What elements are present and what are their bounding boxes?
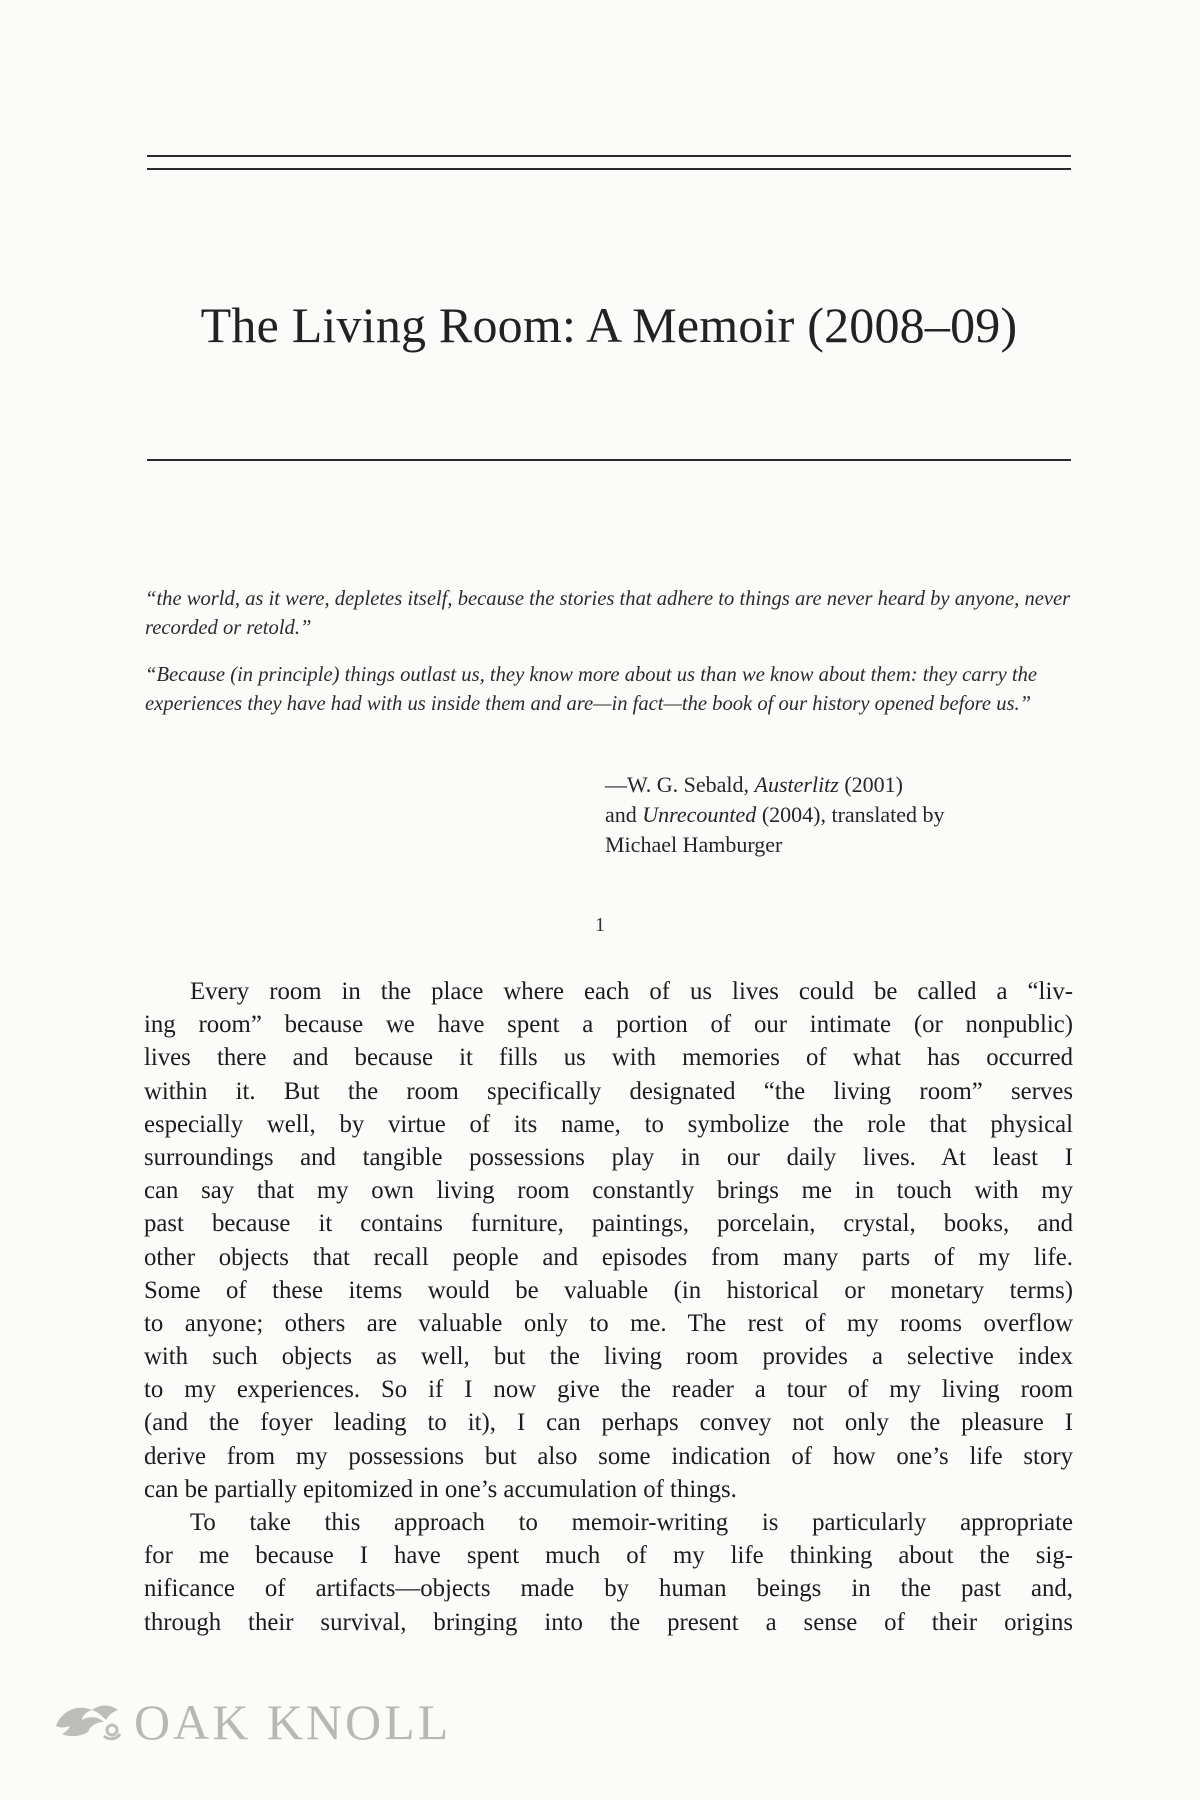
- oak-knoll-watermark: [52, 1692, 451, 1752]
- body-line: to anyone; others are valuable only to me. The rest of my rooms overflow: [144, 1309, 1073, 1337]
- body-line: within it. But the room specifically designated “the living room” serves: [144, 1077, 1073, 1105]
- body-line: can say that my own living room constantly brings me in touch with my: [144, 1177, 1073, 1205]
- epigraph-quote-2: “Because (in principle) things outlast us, they know more about us than we know about them: they carry the experiences they have had with us inside them and are—in fact—the book of our history opened before us.”: [145, 664, 1038, 715]
- body-line: derive from my possessions but also some indication of how one’s life story: [144, 1442, 1073, 1470]
- attribution-year-1: (2001): [838, 772, 904, 797]
- title-underline-rule: [147, 459, 1071, 461]
- body-line: with such objects as well, but the living room provides a selective index: [144, 1343, 1073, 1371]
- epigraph-attribution: [605, 770, 1075, 860]
- body-line: through their survival, bringing into the present a sense of their origins: [144, 1608, 1073, 1636]
- attribution-year-2: (2004), translated by: [756, 802, 945, 827]
- chapter-title: The Living Room: A Memoir (2008–09): [200, 297, 1018, 353]
- top-double-rule-upper: [147, 155, 1071, 157]
- attribution-work-unrecounted: Unrecounted: [642, 802, 757, 827]
- watermark-text: OAK KNOLL: [134, 1694, 452, 1750]
- attribution-and: and: [605, 802, 643, 827]
- body-line: to my experiences. So if I now give the reader a tour of my living room: [144, 1376, 1073, 1404]
- body-line: To take this approach to memoir-writing is particularly appropriate: [190, 1509, 1073, 1536]
- body-line: surroundings and tangible possessions play in our daily lives. At least I: [144, 1143, 1073, 1171]
- body-line: nificance of artifacts—objects made by human beings in the past and,: [144, 1575, 1073, 1603]
- attribution-author: —W. G. Sebald,: [605, 772, 755, 797]
- body-line: Some of these items would be valuable (in historical or monetary terms): [144, 1276, 1073, 1304]
- body-line: can be partially epitomized in one’s accumulation of things.: [144, 1475, 737, 1503]
- top-double-rule-lower: [147, 168, 1071, 170]
- attribution-line-1: [605, 770, 1075, 800]
- body-line: other objects that recall people and episodes from many parts of my life.: [144, 1243, 1073, 1271]
- oak-knoll-leaf-logo-icon: [52, 1696, 124, 1749]
- attribution-line-3: Michael Hamburger: [605, 832, 783, 857]
- body-text: [144, 975, 1073, 1639]
- epigraph-quote-1: “the world, as it were, depletes itself, because the stories that adhere to things are never heard by anyone, never recorded or retold.”: [145, 588, 1071, 639]
- body-line: especially well, by virtue of its name, to symbolize the role that physical: [144, 1110, 1073, 1138]
- body-line: past because it contains furniture, paintings, porcelain, crystal, books, and: [144, 1210, 1073, 1238]
- body-line: lives there and because it fills us with memories of what has occurred: [144, 1044, 1073, 1072]
- section-number: 1: [595, 914, 605, 936]
- body-line: for me because I have spent much of my life thinking about the sig-: [144, 1542, 1073, 1570]
- attribution-line-2: [605, 800, 1075, 830]
- body-line: Every room in the place where each of us lives could be called a “liv-: [190, 978, 1073, 1005]
- body-line: (and the foyer leading to it), I can perhaps convey not only the pleasure I: [144, 1409, 1073, 1437]
- body-line: ing room” because we have spent a portion of our intimate (or nonpublic): [144, 1011, 1073, 1039]
- attribution-work-austerlitz: Austerlitz: [754, 772, 839, 797]
